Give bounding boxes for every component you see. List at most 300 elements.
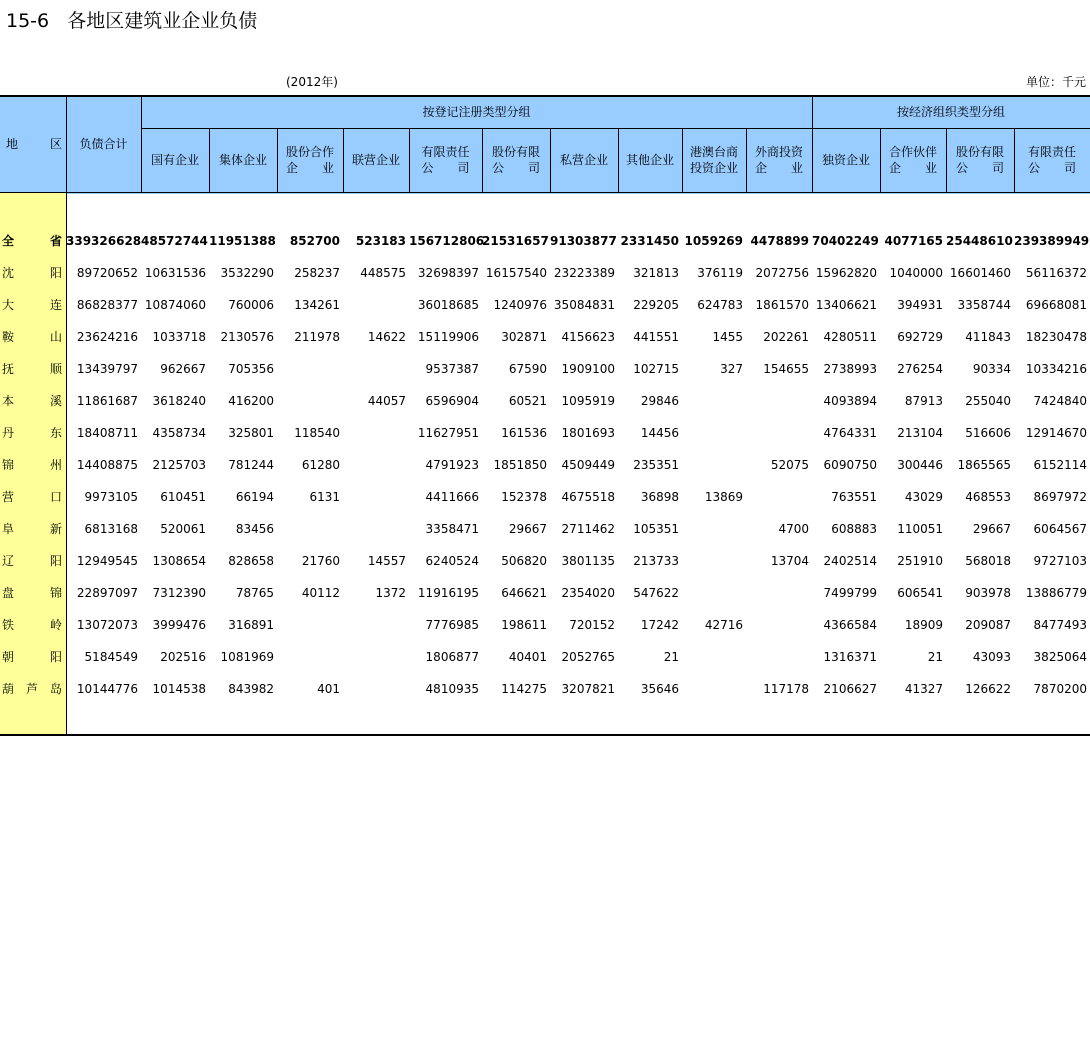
- table-cell: 1316371: [823, 650, 877, 664]
- region-label-char: 锦: [49, 586, 62, 600]
- table-cell: 606541: [897, 586, 943, 600]
- table-cell: [746, 584, 809, 602]
- region-label: [2, 616, 62, 634]
- table-cell: 40112: [301, 586, 340, 600]
- region-label-char: 芦: [25, 682, 38, 696]
- table-cell: 2130576: [220, 330, 274, 344]
- table-cell: 5184549: [84, 650, 138, 664]
- economic-organization-group-header: 按经济组织类型分组: [896, 105, 1005, 119]
- region-label-char: 省: [49, 234, 62, 248]
- table-cell: 3618240: [152, 394, 206, 408]
- table-cell: 239389949: [1014, 234, 1090, 248]
- table-cell: 8477493: [1033, 618, 1087, 632]
- column-header: [409, 128, 482, 192]
- table-cell: 3999476: [152, 618, 206, 632]
- region-label: [2, 232, 62, 250]
- table-cell: 321813: [633, 266, 679, 280]
- table-cell: 6064567: [1033, 522, 1087, 536]
- table-cell: 3801135: [561, 554, 615, 568]
- region-label: [2, 584, 62, 602]
- table-cell: 13869: [704, 490, 743, 504]
- table-cell: [343, 648, 406, 666]
- table-cell: 36018685: [417, 298, 479, 312]
- table-cell: 91303877: [550, 234, 617, 248]
- table-cell: 843982: [228, 682, 274, 696]
- table-cell: 61280: [301, 458, 340, 472]
- table-cell: 401: [317, 682, 340, 696]
- table-cell: 235351: [633, 458, 679, 472]
- table-cell: 21531657: [482, 234, 549, 248]
- table-cell: 29667: [972, 522, 1011, 536]
- table-cell: 6240524: [425, 554, 479, 568]
- region-label-char: 东: [49, 426, 62, 440]
- table-cell: 763551: [831, 490, 877, 504]
- table-cell: 21: [663, 650, 679, 664]
- table-cell: 17242: [640, 618, 679, 632]
- column-header-line: 联营企业: [351, 153, 400, 167]
- table-cell: 610451: [160, 490, 206, 504]
- column-header: [141, 128, 209, 192]
- table-cell: 1081969: [220, 650, 274, 664]
- table-cell: 89720652: [76, 266, 138, 280]
- table-cell: [277, 648, 340, 666]
- table-cell: 2402514: [823, 554, 877, 568]
- table-cell: 44057: [367, 394, 406, 408]
- table-cell: 134261: [294, 298, 340, 312]
- table-cell: 86828377: [76, 298, 138, 312]
- table-cell: 3358471: [425, 522, 479, 536]
- table-cell: 705356: [228, 362, 274, 376]
- column-header-line: 公 司: [491, 161, 540, 175]
- table-cell: 1040000: [889, 266, 943, 280]
- region-label-char: 阳: [49, 266, 62, 280]
- region-label: [2, 648, 62, 666]
- table-cell: 78765: [235, 586, 274, 600]
- table-cell: 156712806: [409, 234, 485, 248]
- column-header-line: 有限责任: [1027, 145, 1076, 159]
- table-cell: 11951388: [209, 234, 276, 248]
- region-label-char: 鞍: [2, 330, 15, 344]
- table-cell: 14557: [367, 554, 406, 568]
- region-label-char: 朝: [2, 650, 15, 664]
- column-header-line: 独资企业: [821, 153, 870, 167]
- table-cell: 126622: [965, 682, 1011, 696]
- table-cell: 32698397: [417, 266, 479, 280]
- table-cell: 568018: [965, 554, 1011, 568]
- registration-type-group-header: 按登记注册类型分组: [422, 105, 531, 119]
- column-header-line: 合作伙伴: [888, 145, 937, 159]
- table-cell: 7870200: [1033, 682, 1087, 696]
- table-cell: 1909100: [561, 362, 615, 376]
- column-header: [343, 128, 409, 192]
- table-cell: 1033718: [152, 330, 206, 344]
- table-cell: [277, 520, 340, 538]
- table-cell: 760006: [228, 298, 274, 312]
- table-cell: 4675518: [561, 490, 615, 504]
- table-cell: 70402249: [812, 234, 879, 248]
- region-label: [2, 680, 62, 698]
- table-cell: 2106627: [823, 682, 877, 696]
- region-label-char: 盘: [2, 586, 15, 600]
- table-cell: 10144776: [76, 682, 138, 696]
- region-label-char: 葫: [2, 682, 15, 696]
- region-label: [2, 328, 62, 346]
- table-cell: 18408711: [76, 426, 138, 440]
- column-header-line: 企 业: [285, 161, 334, 175]
- table-cell: 6131: [309, 490, 340, 504]
- table-cell: 42716: [704, 618, 743, 632]
- table-cell: [746, 488, 809, 506]
- table-cell: 251910: [897, 554, 943, 568]
- table-cell: 7424840: [1033, 394, 1087, 408]
- table-cell: 213733: [633, 554, 679, 568]
- table-cell: [682, 648, 743, 666]
- table-cell: [682, 392, 743, 410]
- table-cell: 448575: [360, 266, 406, 280]
- table-cell: 154655: [763, 362, 809, 376]
- table-cell: 66194: [235, 490, 274, 504]
- table-cell: 6813168: [84, 522, 138, 536]
- column-header-line: 投资企业: [689, 161, 738, 175]
- table-cell: 325801: [228, 426, 274, 440]
- table-cell: [277, 360, 340, 378]
- region-label-char: 口: [49, 490, 62, 504]
- table-cell: 962667: [160, 362, 206, 376]
- column-header: [618, 128, 682, 192]
- table-cell: 720152: [569, 618, 615, 632]
- region-label-char: 锦: [2, 458, 15, 472]
- table-cell: 276254: [897, 362, 943, 376]
- table-cell: 523183: [355, 234, 406, 248]
- table-cell: [343, 456, 406, 474]
- table-cell: 828658: [228, 554, 274, 568]
- column-header: [277, 128, 343, 192]
- region-label: [2, 264, 62, 282]
- table-cell: 56116372: [1025, 266, 1087, 280]
- table-cell: 6152114: [1033, 458, 1087, 472]
- table-cell: 117178: [763, 682, 809, 696]
- table-cell: 69668081: [1025, 298, 1087, 312]
- table-cell: 13439797: [76, 362, 138, 376]
- table-cell: 67590: [508, 362, 547, 376]
- region-label-char: 州: [49, 458, 62, 472]
- table-cell: 2711462: [561, 522, 615, 536]
- table-cell: [343, 616, 406, 634]
- region-label-char: 山: [49, 330, 62, 344]
- table-cell: 16157540: [485, 266, 547, 280]
- table-cell: 29667: [508, 522, 547, 536]
- table-cell: 43029: [904, 490, 943, 504]
- region-label-char: 岛: [49, 682, 62, 696]
- table-cell: 2738993: [823, 362, 877, 376]
- table-cell: 13704: [770, 554, 809, 568]
- column-divider: [66, 95, 67, 735]
- table-cell: 102715: [633, 362, 679, 376]
- region-label: [2, 520, 62, 538]
- table-cell: 23223389: [553, 266, 615, 280]
- table-cell: 13886779: [1025, 586, 1087, 600]
- table-cell: 4280511: [823, 330, 877, 344]
- table-cell: 692729: [897, 330, 943, 344]
- table-cell: [682, 552, 743, 570]
- table-cell: 52075: [770, 458, 809, 472]
- table-cell: 202516: [160, 650, 206, 664]
- table-cell: 516606: [965, 426, 1011, 440]
- table-cell: 300446: [897, 458, 943, 472]
- table-cell: 14622: [367, 330, 406, 344]
- table-cell: 3825064: [1033, 650, 1087, 664]
- table-cell: 608883: [831, 522, 877, 536]
- table-cell: 16601460: [949, 266, 1011, 280]
- table-cell: 411843: [965, 330, 1011, 344]
- region-label-char: 营: [2, 490, 15, 504]
- table-cell: 506820: [501, 554, 547, 568]
- region-label-char: 大: [2, 298, 15, 312]
- region-label-char: 阳: [49, 554, 62, 568]
- column-header-line: 集体企业: [218, 153, 267, 167]
- table-cell: 9727103: [1033, 554, 1087, 568]
- table-cell: 40401: [508, 650, 547, 664]
- table-cell: 1801693: [561, 426, 615, 440]
- table-cell: 11861687: [76, 394, 138, 408]
- table-cell: 781244: [228, 458, 274, 472]
- table-cell: 90334: [972, 362, 1011, 376]
- region-label-char: 辽: [2, 554, 15, 568]
- header-bottom-border: [0, 192, 1090, 193]
- table-cell: 339326628: [66, 234, 142, 248]
- table-cell: 1806877: [425, 650, 479, 664]
- column-header: [1014, 128, 1090, 192]
- table-cell: 4700: [778, 522, 809, 536]
- table-cell: 7499799: [823, 586, 877, 600]
- table-cell: 14408875: [76, 458, 138, 472]
- table-cell: 118540: [294, 426, 340, 440]
- table-cell: [682, 456, 743, 474]
- table-cell: 2331450: [620, 234, 679, 248]
- table-cell: [682, 680, 743, 698]
- table-cell: 11627951: [417, 426, 479, 440]
- table-cell: 21: [927, 650, 943, 664]
- region-label-char: 本: [2, 394, 15, 408]
- region-header-char: 地: [6, 137, 19, 151]
- table-cell: 3358744: [957, 298, 1011, 312]
- table-cell: 441551: [633, 330, 679, 344]
- table-cell: 4791923: [425, 458, 479, 472]
- table-cell: 2354020: [561, 586, 615, 600]
- table-cell: 1308654: [152, 554, 206, 568]
- table-cell: [343, 296, 406, 314]
- table-cell: 87913: [904, 394, 943, 408]
- table-cell: 1059269: [684, 234, 743, 248]
- table-cell: 41327: [904, 682, 943, 696]
- table-cell: 8697972: [1033, 490, 1087, 504]
- table-cell: 213104: [897, 426, 943, 440]
- table-cell: [746, 424, 809, 442]
- table-cell: 258237: [294, 266, 340, 280]
- table-cell: [343, 680, 406, 698]
- table-cell: 12949545: [76, 554, 138, 568]
- column-header-line: 企 业: [754, 161, 803, 175]
- region-label-char: 丹: [2, 426, 15, 440]
- table-cell: 21760: [301, 554, 340, 568]
- column-header-line: 公 司: [1027, 161, 1076, 175]
- column-header-line: 股份合作: [285, 145, 334, 159]
- table-cell: 4093894: [823, 394, 877, 408]
- table-cell: 416200: [228, 394, 274, 408]
- region-label-char: 新: [49, 522, 62, 536]
- table-cell: 4077165: [884, 234, 943, 248]
- table-cell: 903978: [965, 586, 1011, 600]
- table-cell: 1095919: [561, 394, 615, 408]
- table-cell: 646621: [501, 586, 547, 600]
- table-cell: 209087: [965, 618, 1011, 632]
- column-header-line: 港澳台商: [689, 145, 738, 159]
- region-label-char: 沈: [2, 266, 15, 280]
- table-cell: 10631536: [144, 266, 206, 280]
- table-cell: 1455: [712, 330, 743, 344]
- table-cell: [682, 520, 743, 538]
- page-title: 15-6 各地区建筑业企业负债: [6, 10, 258, 32]
- table-cell: 18909: [904, 618, 943, 632]
- table-cell: 114275: [501, 682, 547, 696]
- table-cell: 43093: [972, 650, 1011, 664]
- table-cell: 255040: [965, 394, 1011, 408]
- table-cell: 9537387: [425, 362, 479, 376]
- table-cell: 161536: [501, 426, 547, 440]
- region-header-char: 区: [49, 137, 62, 151]
- region-label-char: 阜: [2, 522, 15, 536]
- table-cell: 202261: [763, 330, 809, 344]
- year-label: (2012年): [286, 75, 338, 89]
- region-label-char: 溪: [49, 394, 62, 408]
- table-cell: 4366584: [823, 618, 877, 632]
- column-header: [880, 128, 946, 192]
- table-cell: 852700: [289, 234, 340, 248]
- column-header-line: 公 司: [421, 161, 470, 175]
- table-cell: 198611: [501, 618, 547, 632]
- table-cell: 18230478: [1025, 330, 1087, 344]
- column-header: [746, 128, 812, 192]
- table-cell: 1240976: [493, 298, 547, 312]
- table-cell: 468553: [965, 490, 1011, 504]
- table-cell: [682, 424, 743, 442]
- table-cell: 23624216: [76, 330, 138, 344]
- table-cell: 4509449: [561, 458, 615, 472]
- table-cell: [746, 616, 809, 634]
- table-cell: [277, 392, 340, 410]
- table-cell: 2052765: [561, 650, 615, 664]
- table-cell: [682, 584, 743, 602]
- table-cell: 4810935: [425, 682, 479, 696]
- table-cell: 4411666: [425, 490, 479, 504]
- table-cell: 4156623: [561, 330, 615, 344]
- region-label-char: 岭: [49, 618, 62, 632]
- table-cell: 547622: [633, 586, 679, 600]
- region-label-char: 全: [2, 234, 15, 248]
- table-cell: 3532290: [220, 266, 274, 280]
- region-header: [6, 136, 62, 152]
- table-cell: 110051: [897, 522, 943, 536]
- table-cell: [343, 360, 406, 378]
- table-cell: 2072756: [755, 266, 809, 280]
- region-label: [2, 424, 62, 442]
- table-cell: 10334216: [1025, 362, 1087, 376]
- table-cell: 35084831: [553, 298, 615, 312]
- table-cell: [343, 488, 406, 506]
- table-cell: 13072073: [76, 618, 138, 632]
- table-cell: 394931: [897, 298, 943, 312]
- table-cell: [343, 424, 406, 442]
- table-cell: 2125703: [152, 458, 206, 472]
- table-cell: 7776985: [425, 618, 479, 632]
- region-label-char: 抚: [2, 362, 15, 376]
- table-cell: 11916195: [417, 586, 479, 600]
- table-cell: 211978: [294, 330, 340, 344]
- table-cell: 25448610: [946, 234, 1013, 248]
- table-cell: 4358734: [152, 426, 206, 440]
- table-cell: 29846: [640, 394, 679, 408]
- table-cell: 36898: [640, 490, 679, 504]
- table-cell: 12914670: [1025, 426, 1087, 440]
- table-cell: 35646: [640, 682, 679, 696]
- column-header-line: 其他企业: [625, 153, 674, 167]
- table-cell: 302871: [501, 330, 547, 344]
- table-cell: 83456: [235, 522, 274, 536]
- column-header: [812, 128, 880, 192]
- region-label-char: 铁: [2, 618, 15, 632]
- column-header: [482, 128, 550, 192]
- table-cell: 6596904: [425, 394, 479, 408]
- table-cell: [746, 648, 809, 666]
- unit-label: 单位：千元: [1025, 75, 1086, 89]
- table-cell: 316891: [228, 618, 274, 632]
- table-cell: 1372: [375, 586, 406, 600]
- table-cell: 7312390: [152, 586, 206, 600]
- region-label-char: 顺: [49, 362, 62, 376]
- region-label: [2, 296, 62, 314]
- table-cell: 4478899: [750, 234, 809, 248]
- table-cell: [343, 520, 406, 538]
- table-bottom-border: [0, 734, 1090, 736]
- column-header-line: 外商投资: [754, 145, 803, 159]
- table-cell: 152378: [501, 490, 547, 504]
- table-cell: 376119: [697, 266, 743, 280]
- table-cell: 22897097: [76, 586, 138, 600]
- table-cell: 229205: [633, 298, 679, 312]
- table-cell: 15962820: [815, 266, 877, 280]
- table-cell: 327: [720, 362, 743, 376]
- region-label-char: 连: [49, 298, 62, 312]
- table-cell: 6090750: [823, 458, 877, 472]
- column-header-line: 私营企业: [559, 153, 608, 167]
- table-cell: 624783: [697, 298, 743, 312]
- table-cell: [277, 616, 340, 634]
- column-header-line: 企 业: [888, 161, 937, 175]
- column-header-line: 股份有限: [955, 145, 1004, 159]
- table-cell: 1014538: [152, 682, 206, 696]
- table-cell: 60521: [508, 394, 547, 408]
- table-cell: 520061: [160, 522, 206, 536]
- table-cell: 14456: [640, 426, 679, 440]
- table-cell: 9973105: [84, 490, 138, 504]
- column-header: [550, 128, 618, 192]
- column-header-line: 公 司: [955, 161, 1004, 175]
- region-label-char: 阳: [49, 650, 62, 664]
- table-cell: 3207821: [561, 682, 615, 696]
- column-header: [682, 128, 746, 192]
- table-cell: 1861570: [755, 298, 809, 312]
- column-header: [209, 128, 277, 192]
